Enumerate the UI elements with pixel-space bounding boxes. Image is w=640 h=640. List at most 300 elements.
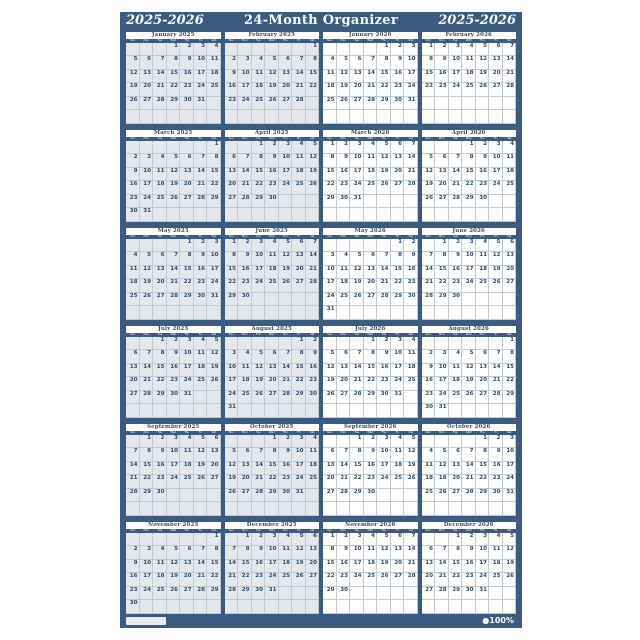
day-number: 21 — [197, 181, 205, 188]
day-grid — [225, 43, 320, 125]
day-cell — [449, 546, 463, 560]
day-cell — [462, 154, 476, 168]
weekday-label: Fri — [198, 332, 202, 336]
day-cell — [489, 279, 503, 293]
month-title: September 2026 — [323, 424, 418, 431]
day-cell — [337, 239, 351, 253]
day-cell — [449, 97, 463, 111]
weekday-label: Fri — [297, 234, 301, 238]
day-cell — [377, 181, 391, 195]
day-number: 26 — [210, 377, 219, 384]
day-cell — [238, 208, 252, 222]
day-cell — [350, 587, 364, 601]
day-cell — [306, 435, 320, 449]
day-cell — [503, 600, 517, 614]
day-cell — [391, 168, 405, 182]
day-cell — [207, 546, 221, 560]
day-cell — [489, 83, 503, 97]
weekday-label: Sun — [425, 234, 431, 238]
day-cell — [292, 110, 306, 124]
day-cell — [180, 181, 194, 195]
day-number: 8 — [429, 56, 433, 63]
day-cell — [194, 448, 208, 462]
day-number: 29 — [143, 488, 151, 495]
month-march-2026 — [323, 130, 418, 222]
day-cell — [140, 448, 154, 462]
day-cell — [422, 252, 436, 266]
day-number: 20 — [210, 461, 219, 468]
day-cell — [323, 239, 337, 253]
day-number: 18 — [197, 363, 205, 370]
day-number: 6 — [371, 252, 375, 259]
day-cell — [306, 350, 320, 364]
day-number: 5 — [384, 532, 389, 539]
day-cell — [476, 448, 490, 462]
day-number: 27 — [326, 488, 335, 495]
day-cell — [337, 475, 351, 489]
day-cell — [364, 293, 378, 307]
day-number: 18 — [282, 559, 290, 566]
day-number: 7 — [384, 252, 389, 259]
day-number: 12 — [380, 546, 389, 553]
month-april-2026 — [422, 130, 517, 222]
weekday-label: Mon — [340, 430, 346, 434]
day-cell — [238, 377, 252, 391]
day-number: 1 — [371, 336, 375, 343]
day-number: 30 — [380, 390, 389, 397]
day-number: 13 — [340, 363, 348, 370]
day-cell — [180, 279, 194, 293]
day-number: 11 — [197, 350, 205, 357]
day-cell — [126, 154, 140, 168]
day-cell — [180, 266, 194, 280]
day-cell — [140, 293, 154, 307]
day-number: 15 — [506, 363, 514, 370]
day-number: 6 — [187, 546, 192, 553]
day-cell — [225, 364, 239, 378]
day-number: 12 — [129, 69, 138, 76]
day-cell — [265, 364, 279, 378]
day-number: 29 — [228, 292, 236, 299]
day-number: 22 — [465, 181, 474, 188]
day-cell — [435, 154, 449, 168]
weekday-label: Mon — [439, 136, 445, 140]
day-number: 23 — [129, 586, 138, 593]
day-cell — [323, 208, 337, 222]
day-number: 30 — [255, 586, 263, 593]
day-cell — [391, 502, 405, 516]
day-cell — [323, 546, 337, 560]
day-cell — [279, 97, 293, 111]
day-number: 13 — [228, 167, 236, 174]
day-cell — [489, 489, 503, 503]
day-number: 17 — [268, 559, 277, 566]
day-number: 5 — [299, 532, 304, 539]
day-number: 9 — [429, 363, 433, 370]
day-cell — [364, 141, 378, 155]
weekday-label: Thu — [184, 332, 190, 336]
weekday-label: Tue — [453, 528, 458, 532]
day-number: 7 — [232, 546, 236, 553]
day-number: 10 — [465, 252, 474, 259]
day-cell — [391, 181, 405, 195]
day-cell — [462, 208, 476, 222]
day-cell — [292, 208, 306, 222]
day-cell — [167, 83, 181, 97]
day-cell — [489, 600, 503, 614]
day-cell — [391, 43, 405, 57]
weekday-label: Sat — [507, 430, 512, 434]
day-number: 12 — [309, 154, 317, 161]
day-cell — [449, 475, 463, 489]
day-cell — [391, 600, 405, 614]
day-number: 2 — [272, 140, 277, 147]
day-cell — [449, 195, 463, 209]
day-number: 11 — [255, 69, 263, 76]
day-number: 23 — [282, 475, 290, 482]
day-number: 7 — [299, 56, 304, 63]
day-cell — [180, 293, 194, 307]
weekday-label: Sat — [408, 332, 413, 336]
day-cell — [476, 70, 490, 84]
day-cell — [238, 168, 252, 182]
day-cell — [422, 489, 436, 503]
day-number: 17 — [465, 265, 474, 272]
day-cell — [238, 560, 252, 574]
day-grid — [422, 337, 517, 419]
day-cell — [279, 377, 293, 391]
day-cell — [167, 195, 181, 209]
day-cell — [404, 56, 418, 70]
day-number: 25 — [210, 83, 219, 90]
day-number: 21 — [129, 475, 138, 482]
day-cell — [337, 462, 351, 476]
day-cell — [422, 83, 436, 97]
month-march-2025 — [126, 130, 221, 222]
day-cell — [225, 502, 239, 516]
day-cell — [435, 435, 449, 449]
day-cell — [364, 266, 378, 280]
weekday-label: Sat — [408, 136, 413, 140]
day-cell — [153, 533, 167, 547]
day-grid — [225, 239, 320, 321]
day-number: 28 — [367, 96, 375, 103]
weekday-label: Thu — [282, 234, 288, 238]
day-cell — [337, 195, 351, 209]
day-cell — [462, 560, 476, 574]
day-cell — [207, 293, 221, 307]
day-cell — [364, 181, 378, 195]
day-cell — [337, 533, 351, 547]
day-cell — [503, 560, 517, 574]
weekday-label: Sat — [310, 234, 315, 238]
day-number: 13 — [210, 448, 219, 455]
day-cell — [292, 546, 306, 560]
day-cell — [292, 293, 306, 307]
day-cell — [337, 293, 351, 307]
day-cell — [306, 489, 320, 503]
weekday-label: Sun — [327, 38, 333, 42]
day-number: 22 — [241, 573, 250, 580]
day-number: 11 — [268, 252, 277, 259]
day-cell — [364, 239, 378, 253]
day-cell — [194, 70, 208, 84]
day-cell — [238, 448, 252, 462]
weekday-label: Thu — [282, 38, 288, 42]
month-june-2025 — [225, 228, 320, 320]
day-cell — [462, 404, 476, 418]
day-number: 18 — [241, 377, 250, 384]
day-cell — [225, 435, 239, 449]
day-number: 25 — [197, 377, 205, 384]
weekday-label: Sat — [211, 136, 216, 140]
day-number: 7 — [133, 448, 138, 455]
day-cell — [350, 293, 364, 307]
day-number: 14 — [129, 461, 138, 468]
day-cell — [476, 377, 490, 391]
day-number: 5 — [411, 434, 416, 441]
day-cell — [435, 502, 449, 516]
day-grid — [323, 337, 418, 419]
day-cell — [462, 56, 476, 70]
day-cell — [476, 266, 490, 280]
day-number: 29 — [479, 488, 487, 495]
day-cell — [323, 154, 337, 168]
day-cell — [449, 364, 463, 378]
day-number: 21 — [282, 377, 290, 384]
day-cell — [153, 364, 167, 378]
day-cell — [350, 141, 364, 155]
day-cell — [279, 141, 293, 155]
day-cell — [238, 279, 252, 293]
day-number: 27 — [143, 96, 151, 103]
day-number: 3 — [259, 238, 263, 245]
day-number: 7 — [160, 56, 165, 63]
day-cell — [207, 168, 221, 182]
day-cell — [225, 195, 239, 209]
day-grid — [225, 533, 320, 615]
day-cell — [279, 195, 293, 209]
month-title: November 2026 — [323, 522, 418, 529]
day-number: 1 — [469, 140, 474, 147]
weekday-label: Sat — [211, 430, 216, 434]
day-number: 5 — [344, 56, 348, 63]
day-number: 22 — [309, 83, 317, 90]
day-cell — [252, 306, 266, 320]
day-number: 23 — [492, 475, 501, 482]
month-november-2026 — [323, 522, 418, 614]
day-cell — [377, 546, 391, 560]
day-number: 9 — [133, 559, 138, 566]
day-number: 12 — [479, 56, 487, 63]
day-number: 6 — [214, 434, 219, 441]
day-cell — [292, 377, 306, 391]
day-cell — [503, 168, 517, 182]
day-cell — [180, 350, 194, 364]
day-cell — [391, 573, 405, 587]
weekday-label: Fri — [297, 38, 301, 42]
day-cell — [306, 391, 320, 405]
day-number: 27 — [353, 96, 362, 103]
day-cell — [350, 306, 364, 320]
day-cell — [323, 70, 337, 84]
day-cell — [180, 489, 194, 503]
day-number: 6 — [483, 350, 487, 357]
day-cell — [404, 435, 418, 449]
day-cell — [207, 448, 221, 462]
day-cell — [476, 279, 490, 293]
day-cell — [391, 70, 405, 84]
day-number: 20 — [506, 265, 514, 272]
day-cell — [194, 600, 208, 614]
day-number: 4 — [313, 434, 317, 441]
month-title: May 2025 — [126, 228, 221, 235]
month-title: February 2025 — [225, 32, 320, 39]
day-number: 18 — [367, 559, 375, 566]
day-cell — [404, 70, 418, 84]
weekday-label: Sat — [408, 38, 413, 42]
day-cell — [350, 279, 364, 293]
day-number: 14 — [156, 69, 165, 76]
day-number: 19 — [438, 475, 447, 482]
day-number: 19 — [465, 377, 474, 384]
day-cell — [435, 600, 449, 614]
day-number: 26 — [425, 194, 433, 201]
day-cell — [422, 154, 436, 168]
day-cell — [422, 435, 436, 449]
day-cell — [462, 502, 476, 516]
day-cell — [180, 70, 194, 84]
day-number: 8 — [371, 350, 375, 357]
day-number: 1 — [174, 42, 178, 49]
day-cell — [126, 168, 140, 182]
day-cell — [140, 83, 154, 97]
day-cell — [153, 279, 167, 293]
day-cell — [306, 83, 320, 97]
day-number: 12 — [255, 363, 263, 370]
day-number: 9 — [245, 252, 250, 259]
day-cell — [126, 489, 140, 503]
day-number: 24 — [380, 475, 389, 482]
day-cell — [306, 110, 320, 124]
day-cell — [306, 279, 320, 293]
day-number: 20 — [241, 475, 250, 482]
day-cell — [167, 435, 181, 449]
day-cell — [265, 97, 279, 111]
month-title: January 2025 — [126, 32, 221, 39]
day-cell — [238, 391, 252, 405]
day-number: 27 — [309, 573, 317, 580]
day-cell — [377, 279, 391, 293]
day-cell — [476, 435, 490, 449]
day-cell — [180, 83, 194, 97]
day-number: 10 — [210, 252, 219, 259]
day-cell — [489, 141, 503, 155]
day-number: 11 — [479, 252, 487, 259]
weekday-label: Wed — [268, 234, 275, 238]
day-number: 20 — [394, 559, 402, 566]
day-cell — [449, 181, 463, 195]
day-cell — [323, 448, 337, 462]
day-number: 10 — [492, 154, 501, 161]
day-cell — [252, 462, 266, 476]
day-cell — [435, 208, 449, 222]
day-cell — [391, 546, 405, 560]
day-cell — [503, 181, 517, 195]
day-cell — [404, 448, 418, 462]
day-cell — [462, 70, 476, 84]
day-number: 17 — [228, 377, 236, 384]
day-number: 5 — [174, 546, 178, 553]
day-number: 28 — [197, 586, 205, 593]
day-cell — [292, 181, 306, 195]
day-cell — [337, 110, 351, 124]
day-cell — [292, 337, 306, 351]
day-cell — [350, 168, 364, 182]
day-cell — [225, 56, 239, 70]
day-cell — [252, 56, 266, 70]
day-cell — [225, 573, 239, 587]
day-cell — [126, 252, 140, 266]
month-title: January 2026 — [323, 32, 418, 39]
day-number: 6 — [456, 448, 460, 455]
day-cell — [167, 181, 181, 195]
day-cell — [225, 239, 239, 253]
day-number: 4 — [496, 532, 501, 539]
day-cell — [404, 502, 418, 516]
day-cell — [462, 489, 476, 503]
day-number: 5 — [174, 154, 178, 161]
day-cell — [489, 252, 503, 266]
day-cell — [167, 587, 181, 601]
day-number: 3 — [187, 336, 192, 343]
day-number: 11 — [129, 265, 138, 272]
day-cell — [489, 43, 503, 57]
day-number: 27 — [492, 83, 501, 90]
weekday-label: Sat — [507, 136, 512, 140]
day-number: 16 — [241, 265, 250, 272]
day-number: 4 — [510, 140, 514, 147]
weekday-label: Tue — [256, 234, 261, 238]
day-cell — [167, 560, 181, 574]
day-cell — [391, 141, 405, 155]
day-number: 11 — [210, 56, 219, 63]
day-number: 15 — [309, 69, 317, 76]
day-cell — [140, 141, 154, 155]
day-cell — [238, 489, 252, 503]
day-number: 12 — [295, 546, 304, 553]
day-number: 7 — [174, 252, 178, 259]
day-number: 14 — [438, 559, 447, 566]
day-cell — [180, 587, 194, 601]
day-cell — [292, 43, 306, 57]
day-cell — [503, 97, 517, 111]
day-cell — [126, 239, 140, 253]
day-number: 5 — [442, 448, 447, 455]
day-cell — [476, 587, 490, 601]
day-cell — [265, 435, 279, 449]
day-number: 27 — [394, 181, 402, 188]
day-cell — [391, 252, 405, 266]
day-grid — [126, 239, 221, 321]
day-grid — [126, 533, 221, 615]
day-cell — [279, 181, 293, 195]
month-title: July 2025 — [126, 326, 221, 333]
day-cell — [140, 252, 154, 266]
day-number: 26 — [129, 96, 138, 103]
day-number: 1 — [313, 42, 317, 49]
weekday-label: Sun — [425, 528, 431, 532]
